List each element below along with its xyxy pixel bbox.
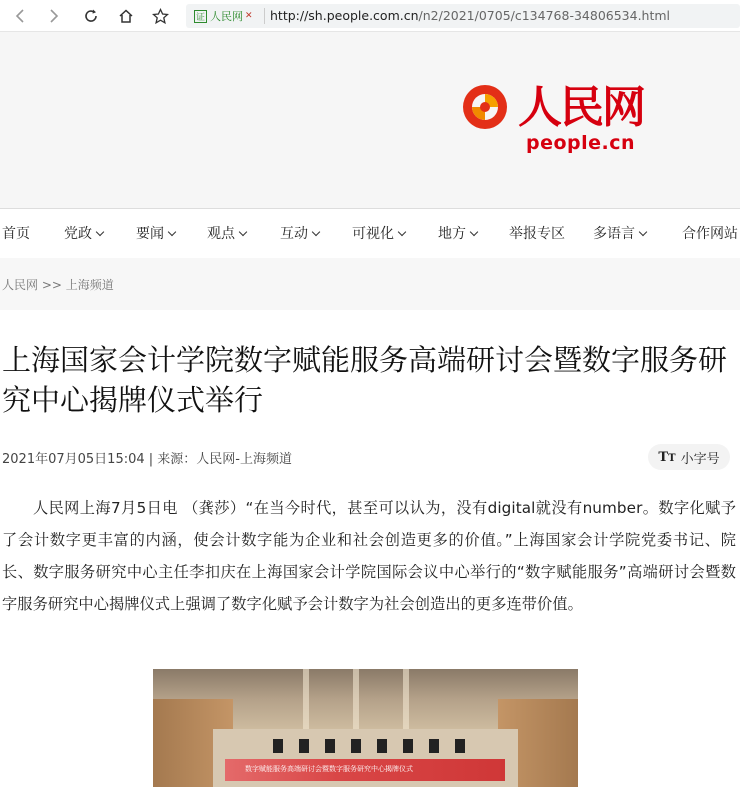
article-photo xyxy=(153,669,578,787)
certificate-label: 人民网 xyxy=(210,10,243,23)
chevron-down-icon xyxy=(96,228,104,236)
chevron-down-icon xyxy=(398,228,406,236)
chevron-down-icon xyxy=(168,228,176,236)
nav-item-label: 观点 xyxy=(207,226,235,242)
nav-item-party[interactable] xyxy=(64,225,103,243)
reload-icon[interactable] xyxy=(81,6,101,26)
back-icon[interactable] xyxy=(10,6,30,26)
home-icon[interactable] xyxy=(116,6,136,26)
font-size-toggle-button[interactable] xyxy=(648,444,730,470)
logo-cn: 人民网 xyxy=(518,82,644,133)
photo-stage-lights xyxy=(273,739,473,753)
chevron-down-icon xyxy=(639,228,647,236)
photo-slat xyxy=(403,669,409,729)
certificate-badge[interactable] xyxy=(194,8,253,24)
url-path: /n2/2021/0705/c134768-34806534.html xyxy=(418,8,671,23)
nav-item-label: 举报专区 xyxy=(509,226,565,242)
nav-item-label: 党政 xyxy=(64,226,92,242)
photo-slat xyxy=(303,669,309,729)
address-divider xyxy=(264,8,265,24)
chevron-down-icon xyxy=(239,228,247,236)
address-bar[interactable] xyxy=(186,4,740,28)
nav-item-home[interactable] xyxy=(2,225,30,243)
browser-toolbar xyxy=(0,0,740,32)
nav-item-label: 多语言 xyxy=(593,226,635,242)
chevron-down-icon xyxy=(312,228,320,236)
nav-item-partners[interactable] xyxy=(682,225,738,243)
article-paragraph: 人民网上海7月5日电 （龚莎）“在当今时代，甚至可以认为，没有digital就没有number。数字化赋予了会计数字更丰富的内涵，使会计数字能为企业和社会创造更多的价值。”上海国家会计学院党委书记、院长、数字服务研究中心主任李扣庆在上海国家会计学院国际会议中心举行的“数字赋能服务”高端研讨会暨数字服务研究中心揭牌仪式上强调了数字化赋予会计数字为社会创造出的更多连带价值。 xyxy=(2,499,736,613)
nav-item-opinion[interactable] xyxy=(207,225,246,243)
logo-en: people.cn xyxy=(526,132,636,154)
nav-item-local[interactable] xyxy=(438,225,477,243)
breadcrumb xyxy=(2,276,114,293)
nav-item-visual[interactable] xyxy=(352,225,405,243)
main-nav xyxy=(0,208,740,258)
certificate-icon: 证 xyxy=(194,10,207,23)
forward-icon[interactable] xyxy=(44,6,64,26)
nav-item-interact[interactable] xyxy=(280,225,319,243)
nav-item-report[interactable] xyxy=(509,225,565,243)
chevron-down-icon xyxy=(470,228,478,236)
bookmark-star-icon[interactable] xyxy=(150,6,170,26)
nav-item-label: 可视化 xyxy=(352,226,394,242)
url-host: http://sh.people.com.cn xyxy=(270,8,419,23)
article-title: 上海国家会计学院数字赋能服务高端研讨会暨数字服务研究中心揭牌仪式举行 xyxy=(2,343,728,417)
nav-item-label: 首页 xyxy=(2,226,30,242)
text-size-icon: TT xyxy=(658,449,676,465)
font-size-label: 小字号 xyxy=(680,451,720,467)
url-text[interactable] xyxy=(270,8,670,24)
photo-banner-text: 数字赋能服务高端研讨会暨数字服务研究中心揭牌仪式 xyxy=(245,765,413,773)
nav-item-news[interactable] xyxy=(136,225,175,243)
breadcrumb-root-link[interactable]: 人民网 xyxy=(2,278,39,292)
nav-item-language[interactable] xyxy=(593,225,646,243)
nav-item-label: 要闻 xyxy=(136,226,164,242)
nav-item-label: 地方 xyxy=(438,226,466,242)
photo-slat xyxy=(353,669,359,729)
breadcrumb-channel-link[interactable]: 上海频道 xyxy=(65,278,114,292)
insecure-mark-icon: ✕ xyxy=(245,11,253,21)
nav-item-label: 互动 xyxy=(280,226,308,242)
article-meta: 2021年07月05日15:04 | 来源：人民网-上海频道 xyxy=(2,452,292,467)
breadcrumb-separator: >> xyxy=(38,278,66,292)
nav-item-label: 合作网站 xyxy=(682,226,738,242)
